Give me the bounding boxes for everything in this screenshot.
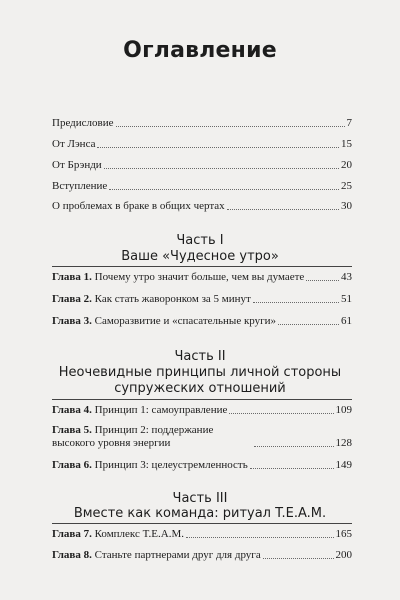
toc-entry-chapter-5: [52, 424, 352, 450]
chapter-number: Глава 6.: [52, 459, 92, 471]
chapter-number: Глава 1.: [52, 271, 92, 283]
chapter-number: Глава 2.: [52, 293, 92, 305]
leader-dots: [186, 537, 334, 538]
leader-dots: [116, 126, 345, 127]
part-3-number: Часть III: [172, 491, 228, 506]
part-3-name: Вместе как команда: ритуал T.E.A.M.: [73, 506, 327, 521]
part-1-number: Часть I: [176, 233, 224, 248]
part-2-rule: [52, 399, 352, 400]
part-1-rule: [52, 266, 352, 267]
entry-page: 165: [335, 528, 352, 540]
entry-page: 30: [341, 200, 352, 212]
leader-dots: [104, 168, 339, 169]
entry-page: 20: [341, 159, 352, 171]
entry-page: 128: [335, 437, 352, 449]
part-2-name-line-2: супружеских отношений: [114, 381, 286, 396]
leader-dots: [254, 446, 334, 447]
chapter-title: Принцип 3: целеустремленность: [94, 459, 248, 471]
entry-label: Предисловие: [52, 117, 114, 129]
entry-label: [52, 528, 184, 541]
entry-label: Вступление: [52, 180, 108, 192]
chapter-title: Принцип 1: самоуправление: [94, 404, 228, 416]
toc-entry-chapter-2: [52, 293, 352, 306]
chapter-number: Глава 7.: [52, 528, 92, 540]
toc-entry-chapter-7: [52, 528, 352, 541]
entry-label: [52, 315, 276, 328]
entry-page: 43: [341, 271, 352, 283]
chapter-number: Глава 8.: [52, 549, 92, 561]
entry-label: [52, 424, 252, 450]
leader-dots: [278, 324, 339, 325]
entry-page: 200: [335, 549, 352, 561]
toc-entry-chapter-3: [52, 315, 352, 328]
leader-dots: [306, 280, 339, 281]
toc-entry-preface: [52, 117, 352, 130]
page-title: Оглавление: [123, 38, 277, 63]
show-through-text: [150, 14, 153, 25]
part-2-number: Часть II: [174, 349, 226, 364]
chapter-title: Саморазвитие и «спасательные круги»: [94, 315, 277, 327]
toc-entry-brandy: [52, 159, 352, 172]
entry-label: От Лэнса: [52, 138, 96, 150]
toc-entry-chapter-4: [52, 404, 352, 417]
leader-dots: [109, 189, 339, 190]
entry-label: О проблемах в браке в общих чертах: [52, 200, 225, 212]
chapter-number: Глава 5.: [52, 424, 92, 436]
entry-page: 25: [341, 180, 352, 192]
toc-entry-chapter-6: [52, 459, 352, 472]
entry-page: 7: [346, 117, 352, 129]
entry-page: 109: [335, 404, 352, 416]
leader-dots: [227, 209, 339, 210]
toc-entry-problems: [52, 200, 352, 213]
part-2-name-line-1: Неочевидные принципы личной стороны: [58, 365, 342, 380]
entry-label: [52, 271, 304, 284]
leader-dots: [97, 147, 339, 148]
part-3-rule: [52, 523, 352, 524]
entry-label: [52, 549, 261, 562]
entry-page: 61: [341, 315, 352, 327]
entry-label: От Брэнди: [52, 159, 102, 171]
leader-dots: [250, 468, 334, 469]
leader-dots: [229, 413, 333, 414]
part-1-name: Ваше «Чудесное утро»: [121, 249, 279, 264]
chapter-title: Комплекс T.E.A.M.: [94, 528, 184, 540]
entry-page: 149: [335, 459, 352, 471]
entry-page: 15: [341, 138, 352, 150]
toc-entry-lance: [52, 138, 352, 151]
chapter-number: Глава 3.: [52, 315, 92, 327]
chapter-title: Как стать жаворонком за 5 минут: [94, 293, 251, 305]
toc-entry-chapter-1: [52, 271, 352, 284]
entry-label: [52, 459, 248, 472]
chapter-title: Почему утро значит больше, чем вы думаете: [94, 271, 305, 283]
chapter-title: Принцип 2: поддержание высокого уровня энергии: [52, 424, 214, 449]
leader-dots: [253, 302, 339, 303]
entry-label: [52, 293, 251, 306]
toc-entry-chapter-8: [52, 549, 352, 562]
chapter-number: Глава 4.: [52, 404, 92, 416]
leader-dots: [263, 558, 334, 559]
toc-entry-introduction: [52, 180, 352, 193]
entry-page: 51: [341, 293, 352, 305]
entry-label: [52, 404, 227, 417]
chapter-title: Станьте партнерами друг для друга: [94, 549, 261, 561]
